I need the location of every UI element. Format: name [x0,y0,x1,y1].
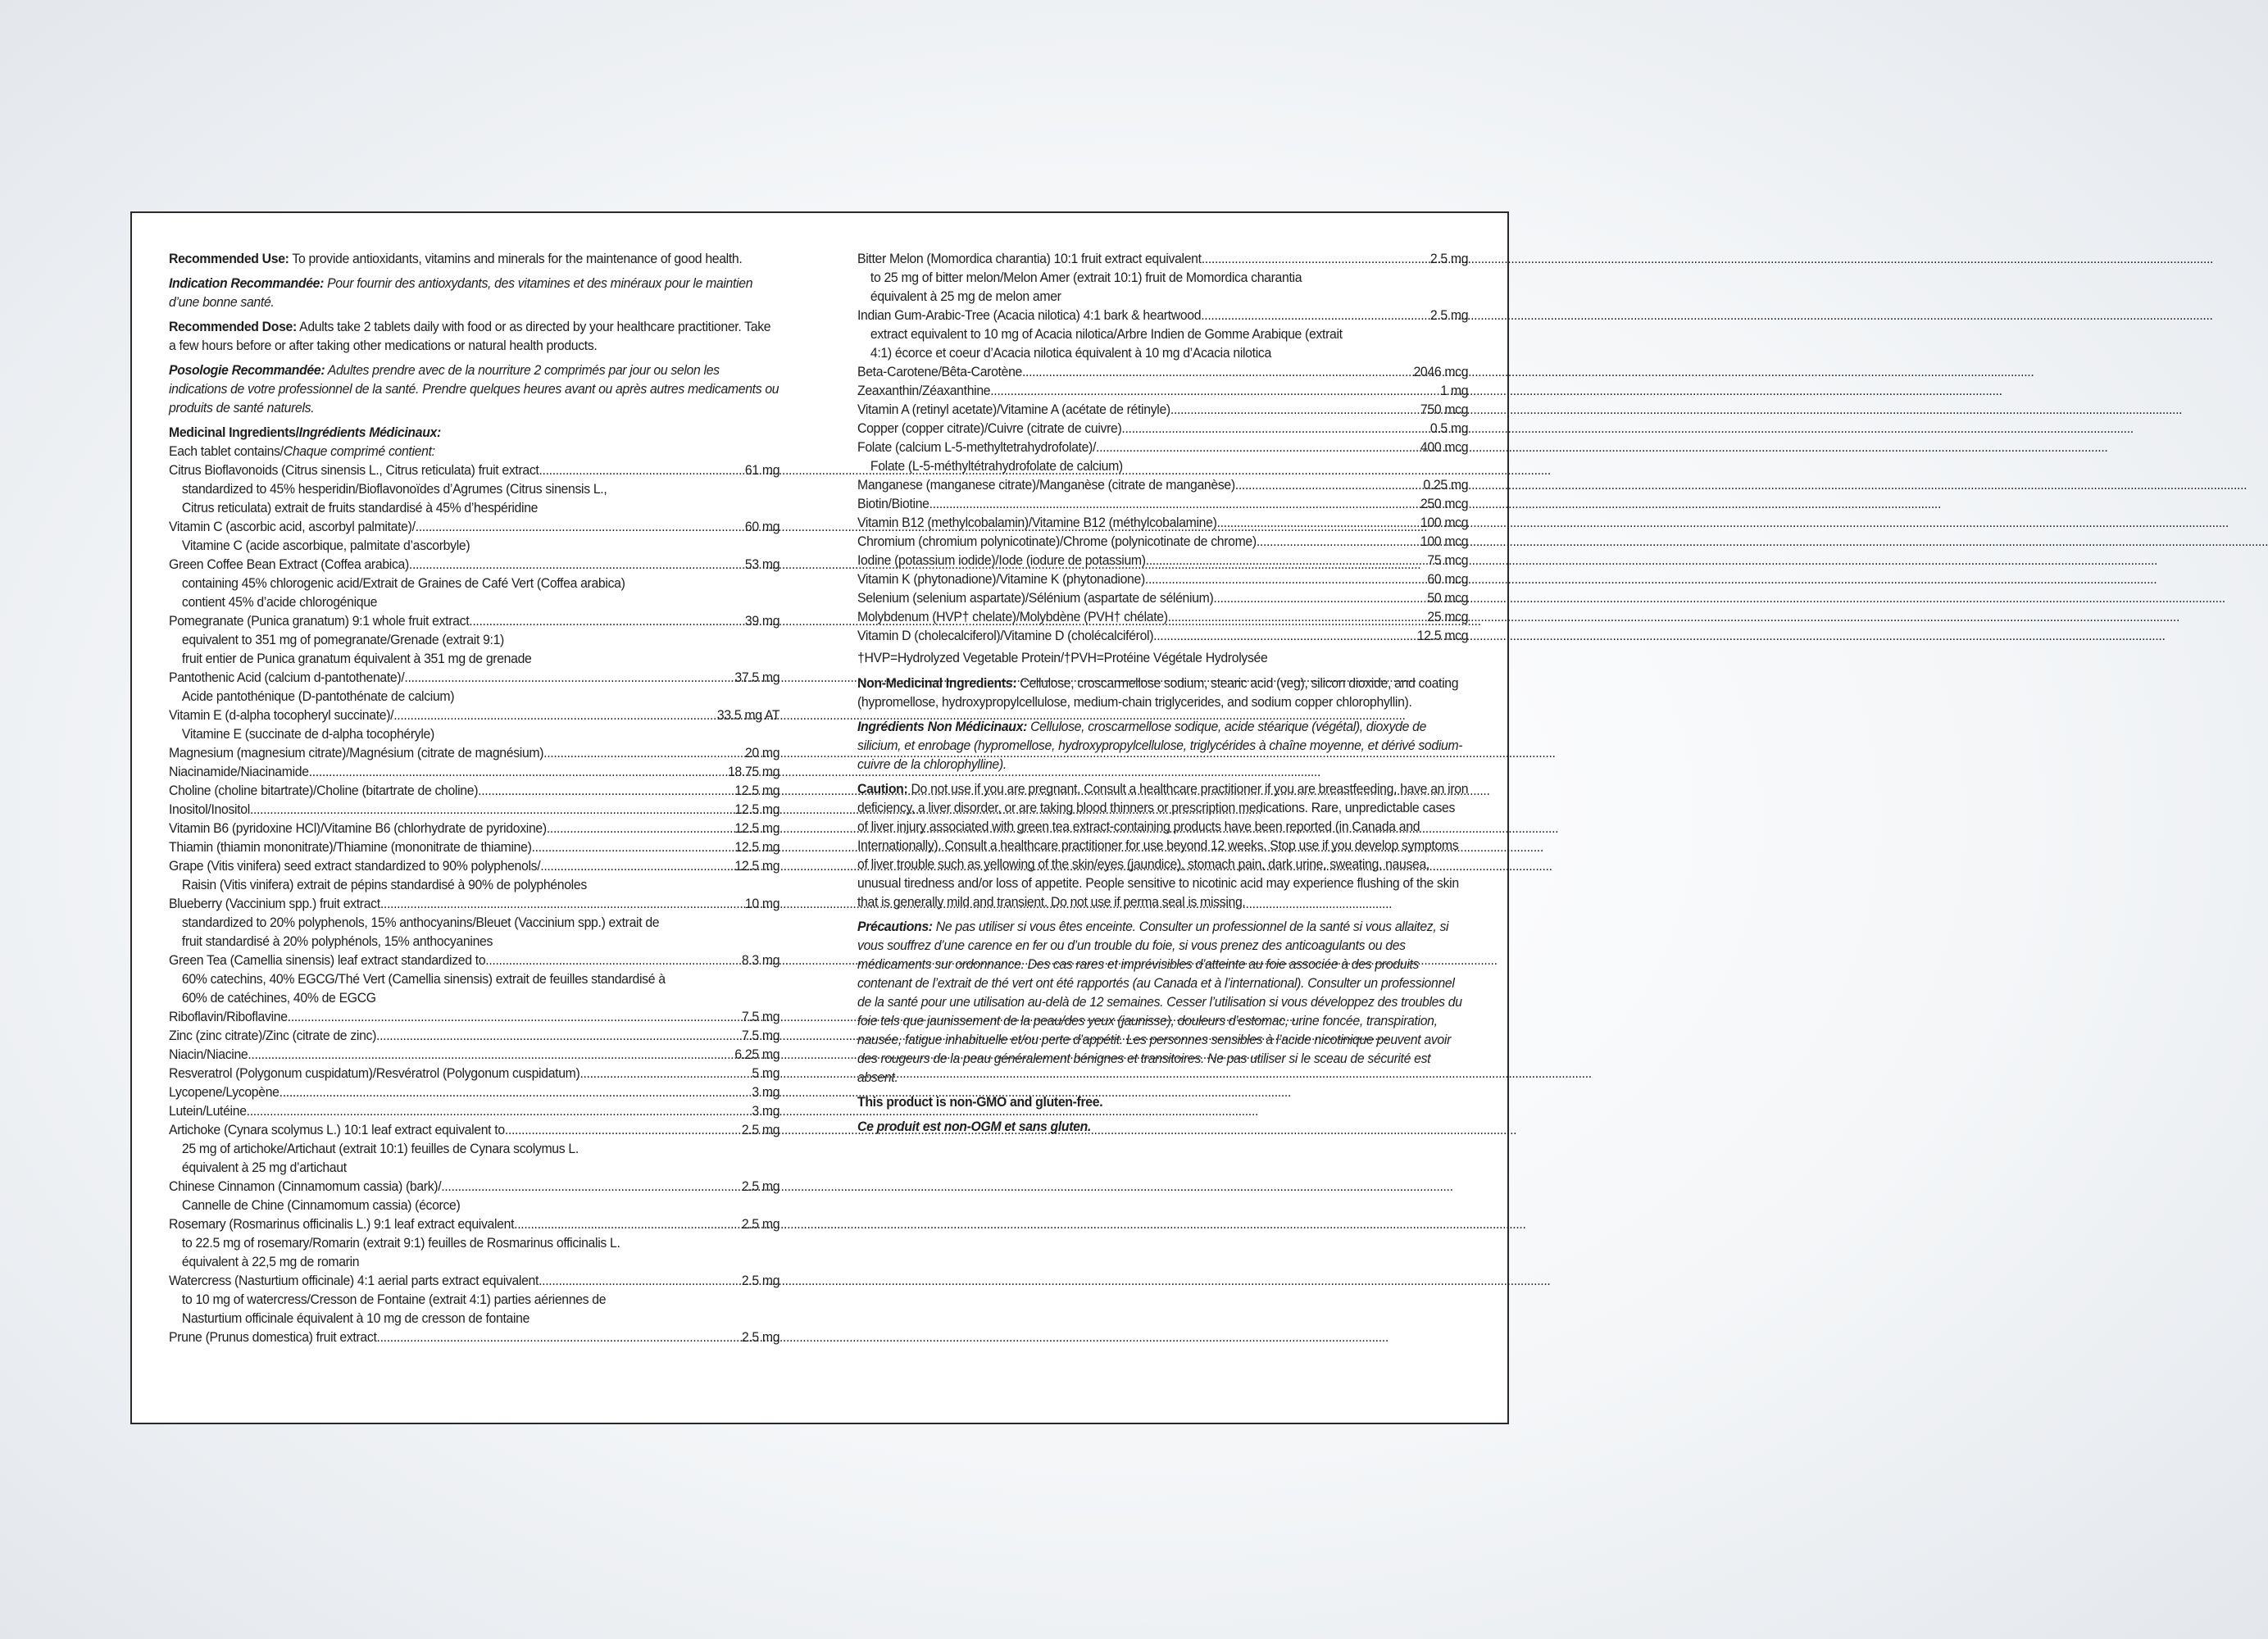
ingredient-item [857,570,1468,588]
ingredient-amount: 100 mcg [1420,533,1469,549]
ingredient-line [169,894,779,913]
ingredient-amount: 53 mg [744,556,780,572]
dot-leader [1145,570,1426,588]
ingredient-line [169,743,779,762]
dot-leader [1168,607,1426,626]
dot-leader [532,838,734,856]
recommended-use-label: Recommended Use: [169,251,289,266]
ingredient-detail: Folate (L-5-méthyltétrahydrofolate de calcium) [870,458,1123,474]
ingredient-detail: Vitamine C (acide ascorbique, palmitate d’ascorbyle) [181,538,470,553]
ingredient-name: Iodine (potassium iodide)/Iode (iodure de potassium) [857,552,1146,568]
ingredient-item [169,1101,779,1120]
ingredient-amount: 37.5 mg [734,670,780,685]
ingredient-name: Green Tea (Camellia sinensis) leaf extract standardized to [169,952,486,968]
ingredient-detail: standardized to 45% hesperidin/Bioflavonoïdes d’Agrumes (Citrus sinensis L., [181,481,607,497]
ingredient-amount: 0.5 mg [1429,420,1469,436]
ingredient-name: Vitamin K (phytonadione)/Vitamine K (phytonadione) [857,571,1145,587]
ingredient-item [169,706,779,743]
dot-leader [380,894,743,913]
indication-label: Indication Recommandée: [169,275,325,291]
ingredient-line [169,611,779,630]
ingredient-item [169,1083,779,1101]
ingredient-amount: 2.5 mg [741,1178,780,1194]
ingredient-line [169,819,779,838]
dot-leader [485,951,740,969]
ingredient-amount: 60 mg [744,519,780,534]
ingredient-detail: 4:1) écorce et coeur d’Acacia nilotica équivalent à 10 mg d’Acacia nilotica [870,345,1271,361]
ingredient-amount: 6.25 mg [734,1047,780,1062]
ingredient-amount: 12.5 mg [734,839,780,855]
non-gmo-en: This product is non-GMO and gluten-free. [857,1094,1103,1110]
dot-leader [1201,306,1429,325]
ingredient-item [857,438,1468,475]
ingredient-line [169,1064,779,1083]
dot-leader [441,1177,740,1196]
non-medicinal-label: Non-Medicinal Ingredients: [857,675,1017,691]
ingredient-name: Vitamin D (cholecalciferol)/Vitamine D (cholécalciférol) [857,628,1154,643]
ingredient-amount: 7.5 mg [741,1028,780,1043]
ingredient-item [169,894,779,951]
ingredient-detail: fruit entier de Punica granatum équivalent à 351 mg de grenade [181,651,532,666]
recommended-use-text: To provide antioxidants, vitamins and minerals for the maintenance of good health. [289,251,743,266]
ingredient-detail: Nasturtium officinale équivalent à 10 mg de cresson de fontaine [181,1310,530,1326]
ingredient-detail: contient 45% d’acide chlorogénique [181,594,378,610]
ingredient-item [169,856,779,894]
ingredient-detail: Citrus reticulata) extrait de fruits standardisé à 45% d’hespéridine [181,500,539,515]
dot-leader [377,1328,740,1346]
ingredient-detail: 60% de catéchines, 40% de EGCG [181,990,376,1006]
ingredient-item [169,1177,779,1214]
ingredient-amount: 2.5 mg [741,1122,780,1137]
dot-leader [280,1083,751,1101]
ingredient-line [857,494,1468,513]
ingredient-amount: 8.3 mg [741,952,780,968]
hvp-footnote: †HVP=Hydrolyzed Vegetable Protein/†PVH=Protéine Végétale Hydrolysée [857,650,1268,665]
ingredient-line [169,1045,779,1064]
ingredient-amount: 2.5 mg [741,1329,780,1345]
ingredient-name: Vitamin A (retinyl acetate)/Vitamine A (acétate de rétinyle) [857,402,1170,417]
ingredient-detail: extract equivalent to 10 mg of Acacia nilotica/Arbre Indien de Gomme Arabique (extrait [870,326,1343,342]
ingredient-line [169,1026,779,1045]
ingredient-name: Beta-Carotene/Bêta-Carotène [857,364,1022,379]
ingredient-detail: Vitamine E (succinate de d-alpha tocophéryle) [181,726,434,742]
recommended-dose-label: Recommended Dose: [169,319,297,334]
ingredient-line [857,438,1468,456]
ingredient-line [857,532,1468,551]
ingredient-name: Vitamin B6 (pyridoxine HCl)/Vitamine B6 (chlorhydrate de pyridoxine) [169,820,547,836]
ingredient-line [169,1083,779,1101]
ingredient-detail: Acide pantothénique (D-pantothénate de calcium) [181,688,455,704]
ingredient-line [169,800,779,819]
ingredient-detail: to 25 mg of bitter melon/Melon Amer (extrait 10:1) fruit de Momordica charantia [870,270,1302,285]
ingredient-detail: 25 mg of artichoke/Artichaut (extrait 10:1) feuilles de Cynara scolymus L. [181,1141,579,1156]
ingredient-name: Zeaxanthin/Zéaxanthine [857,383,991,398]
ingredient-item [169,461,779,517]
dot-leader [309,762,726,781]
dot-leader [1121,419,1429,438]
dot-leader [1170,400,1419,419]
ingredient-name: Inositol/Inositol [169,801,250,817]
dot-leader [547,819,734,838]
ingredient-line [169,461,779,479]
caution-label: Caution: [857,781,908,797]
dot-leader [248,1045,733,1064]
ingredient-amount: 12.5 mg [734,801,780,817]
dot-leader [1217,513,1420,532]
ingredient-line [169,951,779,969]
ingredient-line [857,570,1468,588]
ingredient-name: Pomegranate (Punica granatum) 9:1 whole fruit extract [169,613,470,629]
non-ogm-statement [857,1117,1468,1136]
ingredient-item [857,400,1468,419]
ingredient-item [857,494,1468,513]
dot-leader [416,517,743,536]
ingredient-item [857,419,1468,438]
ingredient-line [169,1328,779,1346]
dot-leader [404,668,733,687]
ingredient-line [857,249,1468,268]
medicinal-heading-en: Medicinal Ingredients/ [169,425,299,440]
ingredient-line [169,1120,779,1139]
ingredient-amount: 2.5 mg [741,1273,780,1288]
non-medicinaux-text: Cellulose, croscarmellose sodique, acide stéarique (végétal), dioxyde de silicium, et enrobage (hypromellose, hydroxypropylcellulose, triglycérides à chaîne moyenne, et dérivé sodium-cuivre de la chlorophylline). [857,719,1463,772]
ingredient-amount: 33.5 mg AT [716,707,780,723]
ingredient-amount: 7.5 mg [741,1009,780,1024]
ingredient-name: Green Coffee Bean Extract (Coffea arabica) [169,556,409,572]
dot-leader [478,781,733,800]
ingredient-amount: 3 mg [752,1103,780,1119]
dot-leader [1146,551,1426,570]
ingredient-detail: fruit standardisé à 20% polyphénols, 15% anthocyanines [181,933,493,949]
ingredient-detail: equivalent to 351 mg of pomegranate/Grenade (extrait 9:1) [181,632,504,647]
ingredient-item [857,475,1468,494]
ingredient-item [169,1328,779,1346]
ingredient-item [169,555,779,611]
ingredient-amount: 12.5 mg [734,783,780,798]
ingredient-amount: 12.5 mg [734,820,780,836]
ingredient-line [169,706,779,724]
ingredient-name: Resveratrol (Polygonum cuspidatum)/Resvératrol (Polygonum cuspidatum) [169,1065,580,1081]
ingredient-name: Riboflavin/Riboflavine [169,1009,288,1024]
ingredient-item [857,249,1468,306]
ingredients-non-medicinaux [857,717,1468,774]
ingredient-line [857,626,1468,645]
ingredient-amount: 400 mcg [1420,439,1469,455]
non-medicinaux-label: Ingrédients Non Médicinaux: [857,719,1028,734]
ingredient-item [857,381,1468,400]
ingredient-name: Choline (choline bitartrate)/Choline (bitartrate de choline) [169,783,479,798]
ingredient-name: Chinese Cinnamon (Cinnamomum cassia) (bark)/ [169,1178,442,1194]
ingredient-name: Rosemary (Rosmarinus officinalis L.) 9:1 leaf extract equivalent [169,1216,515,1232]
ingredient-amount: 3 mg [752,1084,780,1100]
dot-leader [1096,438,1419,456]
ingredient-item [169,951,779,1007]
ingredient-name: Citrus Bioflavonoids (Citrus sinensis L., Citrus reticulata) fruit extract [169,462,539,478]
caution [857,779,1468,911]
ingredient-amount: 250 mcg [1420,496,1469,511]
ingredient-amount: 2.5 mg [1429,307,1469,323]
ingredient-line [857,362,1468,381]
dot-leader [247,1101,751,1120]
label-panel [130,211,1509,1424]
ingredient-name: Grape (Vitis vinifera) seed extract standardized to 90% polyphenols/ [169,858,541,874]
dot-leader [990,381,1439,400]
ingredient-name: Watercress (Nasturtium officinale) 4:1 aerial parts extract equivalent [169,1273,539,1288]
ingredient-line [169,856,779,875]
ingredient-detail: Raisin (Vitis vinifera) extrait de pépins standardisé à 90% de polyphénoles [181,877,587,892]
ingredient-line [169,1271,779,1290]
non-ogm-fr: Ce produit est non-OGM et sans gluten. [857,1119,1092,1134]
dot-leader [514,1214,740,1233]
non-gmo-statement [857,1092,1468,1111]
ingredient-amount: 10 mg [744,896,780,911]
ingredient-detail: standardized to 20% polyphenols, 15% anthocyanins/Bleuet (Vaccinium spp.) extrait de [181,915,660,930]
indication-text: Pour fournir des antioxydants, des vitamines et des minéraux pour le maintien d’une bonne santé. [169,275,753,310]
ingredient-line [169,762,779,781]
dot-leader [1235,475,1422,494]
dot-leader [469,611,743,630]
ingredient-item [169,838,779,856]
ingredient-name: Zinc (zinc citrate)/Zinc (citrate de zinc) [169,1028,377,1043]
ingredient-detail: containing 45% chlorogenic acid/Extrait de Graines de Café Vert (Coffea arabica) [181,575,625,591]
ingredient-amount: 0.25 mg [1423,477,1469,493]
ingredient-detail: équivalent à 25 mg de melon amer [870,288,1061,304]
ingredient-item [857,551,1468,570]
ingredient-amount: 50 mcg [1427,590,1469,606]
ingredient-item [169,517,779,555]
ingredient-name: Biotin/Biotine [857,496,929,511]
ingredient-amount: 2.5 mg [741,1216,780,1232]
ingredient-detail: to 10 mg of watercress/Cresson de Fontaine (extrait 4:1) parties aériennes de [181,1292,607,1307]
ingredient-line [857,306,1468,325]
ingredient-item [169,1120,779,1177]
ingredient-item [857,513,1468,532]
ingredient-name: Lycopene/Lycopène [169,1084,280,1100]
dot-leader [376,1026,740,1045]
ingredient-line [169,1177,779,1196]
ingredient-item [169,668,779,706]
ingredient-line [169,1101,779,1120]
non-medicinal-ingredients [857,674,1468,711]
ingredient-item [169,1045,779,1064]
precautions-text: Ne pas utiliser si vous êtes enceinte. Consulter un professionnel de la santé si vous allaitez, si vous souffrez d’une carence en fer ou d’un trouble du foie, si vous prenez des anticoagulants ou des médicaments sur ordonnance. Des cas rares et imprévisibles d’atteinte au foie associée à des produits contenant de l’extrait de thé vert ont été rapportés (au Canada et à l’international). Consulter un professionnel de la santé pour une utilisation au-delà de 12 semaines. Cesser l’utilisation si vous développez des troubles du foie tels que jaunissement de la peau/des yeux (jaunisse), douleurs d’estomac, urine foncée, transpiration, nausée, fatigue inhabituelle et/ou perte d’appétit. Les personnes sensibles à l’acide nicotinique peuvent avoir des rougeurs de la peau généralement bénignes et transitoires. Ne pas utiliser si le sceau de sécurité est absent. [857,919,1462,1085]
dot-leader [1257,532,1419,551]
ingredient-item [857,362,1468,381]
ingredient-detail: 60% catechins, 40% EGCG/Thé Vert (Camellia sinensis) extrait de feuilles standardisé à [181,971,666,987]
each-tablet-contains [169,442,779,461]
non-medicinal-text: Cellulose, croscarmellose sodium, stearic acid (veg), silicon dioxide, and coating (hypromellose, hydroxypropylcellulose, medium-chain triglycerides, and sodium copper chlorophyllin). [857,675,1459,710]
ingredient-amount: 750 mcg [1420,402,1469,417]
ingredient-item [169,800,779,819]
posologie-recommandee [169,361,779,417]
ingredient-item [857,306,1468,362]
dot-leader [929,494,1419,513]
ingredient-line [857,475,1468,494]
ingredient-name: Selenium (selenium aspartate)/Sélénium (aspartate de sélénium) [857,590,1214,606]
ingredient-amount: 39 mg [744,613,780,629]
ingredient-line [857,419,1468,438]
dot-leader [1202,249,1429,268]
dot-leader [539,1271,740,1290]
dot-leader [540,856,733,875]
recommended-dose-text: Adults take 2 tablets daily with food or as directed by your healthcare practitioner. Take a few hours before or after taking other medications or natural health products. [169,319,771,353]
ingredient-name: Bitter Melon (Momordica charantia) 10:1 fruit extract equivalent [857,251,1202,266]
dot-leader [579,1064,750,1083]
ingredient-item [169,1214,779,1271]
ingredient-detail: équivalent à 25 mg d’artichaut [181,1160,347,1175]
ingredient-name: Niacin/Niacine [169,1047,248,1062]
dot-leader [539,461,743,479]
left-ingredient-list [169,461,779,1346]
ingredient-amount: 100 mcg [1420,515,1469,530]
recommended-use [169,249,779,268]
ingredient-name: Folate (calcium L-5-methyltetrahydrofolate)/ [857,439,1097,455]
ingredient-line [169,781,779,800]
ingredient-amount: 20 mg [744,745,780,760]
ingredient-item [169,1007,779,1026]
ingredient-name: Blueberry (Vaccinium spp.) fruit extract [169,896,380,911]
ingredient-name: Copper (copper citrate)/Cuivre (citrate de cuivre) [857,420,1122,436]
ingredient-amount: 75 mcg [1427,552,1469,568]
ingredient-detail: équivalent à 22,5 mg de romarin [181,1254,360,1269]
ingredient-name: Vitamin B12 (methylcobalamin)/Vitamine B12 (méthylcobalamine) [857,515,1217,530]
ingredient-item [169,1026,779,1045]
dot-leader [393,706,716,724]
ingredient-amount: 18.75 mg [727,764,780,779]
indication-recommandee [169,274,779,311]
ingredient-item [169,762,779,781]
ingredient-line [169,1214,779,1233]
ingredient-line [857,513,1468,532]
right-column [857,249,1468,1142]
posologie-text: Adultes prendre avec de la nourriture 2 comprimés par jour ou selon les indications de votre professionnel de la santé. Prendre quelques heures avant ou après autres medicaments ou produits de santé naturels. [169,362,779,415]
dot-leader [409,555,743,574]
ingredient-item [857,588,1468,607]
ingredient-name: Indian Gum-Arabic-Tree (Acacia nilotica) 4:1 bark & heartwood [857,307,1202,323]
ingredient-amount: 61 mg [744,462,780,478]
left-column [169,249,779,1346]
ingredient-item [169,611,779,668]
ingredient-line [857,607,1468,626]
ingredient-line [169,517,779,536]
each-tablet-en: Each tablet contains/ [169,443,284,459]
ingredient-line [169,668,779,687]
ingredient-line [169,1007,779,1026]
dot-leader [1153,626,1416,645]
ingredient-item [169,781,779,800]
ingredient-item [857,607,1468,626]
ingredient-name: Artichoke (Cynara scolymus L.) 10:1 leaf extract equivalent to [169,1122,505,1137]
ingredient-detail: to 22.5 mg of rosemary/Romarin (extrait 9:1) feuilles de Rosmarinus officinalis L. [181,1235,620,1251]
ingredient-name: Molybdenum (HVP† chelate)/Molybdène (PVH† chélate) [857,609,1168,624]
ingredient-amount: 25 mcg [1427,609,1469,624]
ingredient-amount: 5 mg [752,1065,780,1081]
ingredient-line [857,381,1468,400]
dot-leader [1022,362,1412,381]
ingredient-name: Vitamin C (ascorbic acid, ascorbyl palmitate)/ [169,519,416,534]
precautions [857,917,1468,1087]
ingredient-item [857,532,1468,551]
ingredient-item [169,1064,779,1083]
dot-leader [543,743,743,762]
ingredient-amount: 2046 mcg [1413,364,1469,379]
ingredient-name: Niacinamide/Niacinamide [169,764,309,779]
dot-leader [505,1120,740,1139]
ingredient-name: Prune (Prunus domestica) fruit extract [169,1329,377,1345]
ingredient-name: Magnesium (magnesium citrate)/Magnésium (citrate de magnésium) [169,745,544,760]
precautions-label: Précautions: [857,919,933,934]
ingredient-item [169,819,779,838]
ingredient-amount: 60 mcg [1427,571,1469,587]
ingredient-name: Manganese (manganese citrate)/Manganèse (citrate de manganèse) [857,477,1235,493]
ingredient-line [857,551,1468,570]
caution-text: Do not use if you are pregnant. Consult a healthcare practitioner if you are breastfeeding, have an iron deficiency, a liver disorder, or are taking blood thinners or prescription medications. Rare, unpredictable cases of liver injury associated with green tea extract-containing products have been reported (in Canada and Internationally). Consult a healthcare practitioner for use beyond 12 weeks. Stop use if you develop symptoms of liver trouble such as yellowing of the skin/eyes (jaundice), stomach pain, dark urine, sweating, nausea, unusual tiredness and/or loss of appetite. People sensitive to nicotinic acid may experience flushing of the skin that is generally mild and transient. Do not use if perma seal is missing. [857,781,1469,910]
ingredient-amount: 12.5 mg [734,858,780,874]
ingredient-name: Vitamin E (d-alpha tocopheryl succinate)/ [169,707,394,723]
dot-leader [250,800,734,819]
posologie-label: Posologie Recommandée: [169,362,325,378]
ingredient-name: Thiamin (thiamin mononitrate)/Thiamine (mononitrate de thiamine) [169,839,532,855]
recommended-dose [169,317,779,355]
ingredient-amount: 12.5 mcg [1416,628,1469,643]
ingredient-name: Chromium (chromium polynicotinate)/Chrome (polynicotinate de chrome) [857,533,1257,549]
dot-leader [1213,588,1425,607]
right-ingredient-list [857,249,1468,645]
ingredient-detail: Cannelle de Chine (Cinnamomum cassia) (écorce) [181,1197,461,1213]
medicinal-heading-fr: Ingrédients Médicinaux: [298,425,441,440]
dot-leader [288,1007,740,1026]
ingredient-amount: 1 mg [1440,383,1469,398]
ingredient-name: Lutein/Lutéine [169,1103,247,1119]
ingredient-item [857,626,1468,645]
ingredient-line [857,588,1468,607]
ingredient-line [169,838,779,856]
ingredient-item [169,1271,779,1328]
medicinal-ingredients-heading [169,423,779,442]
each-tablet-fr: Chaque comprimé contient: [283,443,435,459]
ingredient-amount: 2.5 mg [1429,251,1469,266]
ingredient-name: Pantothenic Acid (calcium d-pantothenate)/ [169,670,405,685]
ingredient-line [857,400,1468,419]
ingredient-line [169,555,779,574]
ingredient-item [169,743,779,762]
